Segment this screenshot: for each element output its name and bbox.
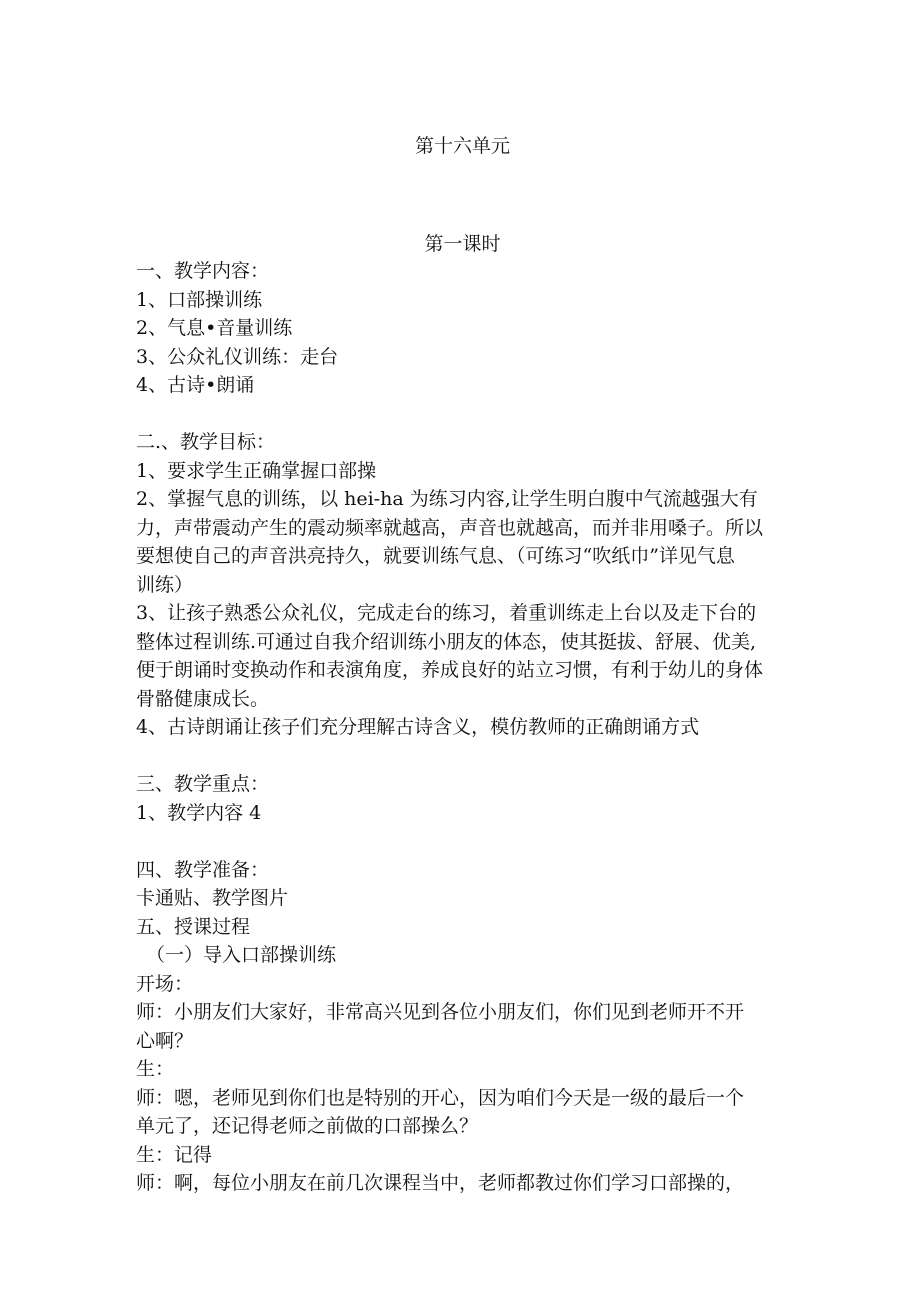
lesson-title: 第一课时 bbox=[424, 233, 501, 255]
goal-line: 训练） bbox=[136, 573, 194, 596]
content-item: 2、气息•音量训练 bbox=[136, 317, 293, 339]
content-item: 3、公众礼仪训练：走台 bbox=[136, 345, 339, 368]
blank-line bbox=[136, 742, 786, 771]
section-heading-goals: 二.、教学目标： bbox=[136, 431, 276, 453]
blank-line bbox=[136, 400, 786, 429]
section-heading-content: 一、教学内容： bbox=[136, 260, 270, 282]
key-item: 1、教学内容 4 bbox=[136, 801, 262, 824]
dialogue-line: 生：记得 bbox=[136, 1143, 213, 1166]
goal-line: 4、古诗朗诵让孩子们充分理解古诗含义，模仿教师的正确朗诵方式 bbox=[136, 716, 700, 738]
dialogue-line: 师：啊，每位小朋友在前几次课程当中，老师都教过你们学习口部操的， bbox=[136, 1172, 745, 1194]
goal-line: 整体过程训练.可通过自我介绍训练小朋友的体态，使其挺拔、舒展、优美, bbox=[136, 630, 757, 653]
dialogue-line: 师：小朋友们大家好，非常高兴见到各位小朋友们，你们见到老师开不开 bbox=[136, 1001, 745, 1023]
blank-line bbox=[136, 827, 786, 856]
goal-line: 1、要求学生正确掌握口部操 bbox=[136, 459, 377, 482]
dialogue-line: 开场： bbox=[136, 972, 194, 995]
dialogue-line: 单元了，还记得老师之前做的口部操么？ bbox=[136, 1115, 479, 1137]
dialogue-line: 师：嗯，老师见到你们也是特别的开心，因为咱们今天是一级的最后一个 bbox=[136, 1086, 745, 1109]
section-heading-prep: 四、教学准备： bbox=[136, 858, 270, 881]
content-item: 4、古诗•朗诵 bbox=[136, 374, 255, 396]
unit-title: 第十六单元 bbox=[414, 135, 510, 157]
section-heading-process: 五、授课过程 bbox=[136, 915, 251, 938]
goal-line: 骨骼健康成长。 bbox=[136, 687, 270, 710]
goal-line: 3、让孩子熟悉公众礼仪，完成走台的练习，着重训练走上台以及走下台的 bbox=[136, 602, 757, 624]
document-body bbox=[136, 257, 786, 1198]
goal-line: 力，声带震动产生的震动频率就越高，声音也就越高，而并非用嗓子。所以 bbox=[136, 516, 764, 539]
section-heading-key: 三、教学重点： bbox=[136, 773, 270, 795]
goal-line: 2、掌握气息的训练，以 hei-ha 为练习内容,让学生明白腹中气流越强大有 bbox=[136, 488, 758, 510]
goal-line: 要想使自己的声音洪亮持久，就要训练气息、（可练习“吹纸巾”详见气息 bbox=[136, 545, 735, 567]
content-item: 1、口部操训练 bbox=[136, 288, 263, 311]
goal-line: 便于朗诵时变换动作和表演角度，养成良好的站立习惯，有利于幼儿的身体 bbox=[136, 659, 764, 681]
dialogue-line: 心啊？ bbox=[136, 1029, 194, 1052]
dialogue-line: 生： bbox=[136, 1058, 175, 1080]
prep-item: 卡通贴、教学图片 bbox=[136, 887, 289, 909]
process-subheading: （一）导入口部操训练 bbox=[146, 944, 337, 966]
